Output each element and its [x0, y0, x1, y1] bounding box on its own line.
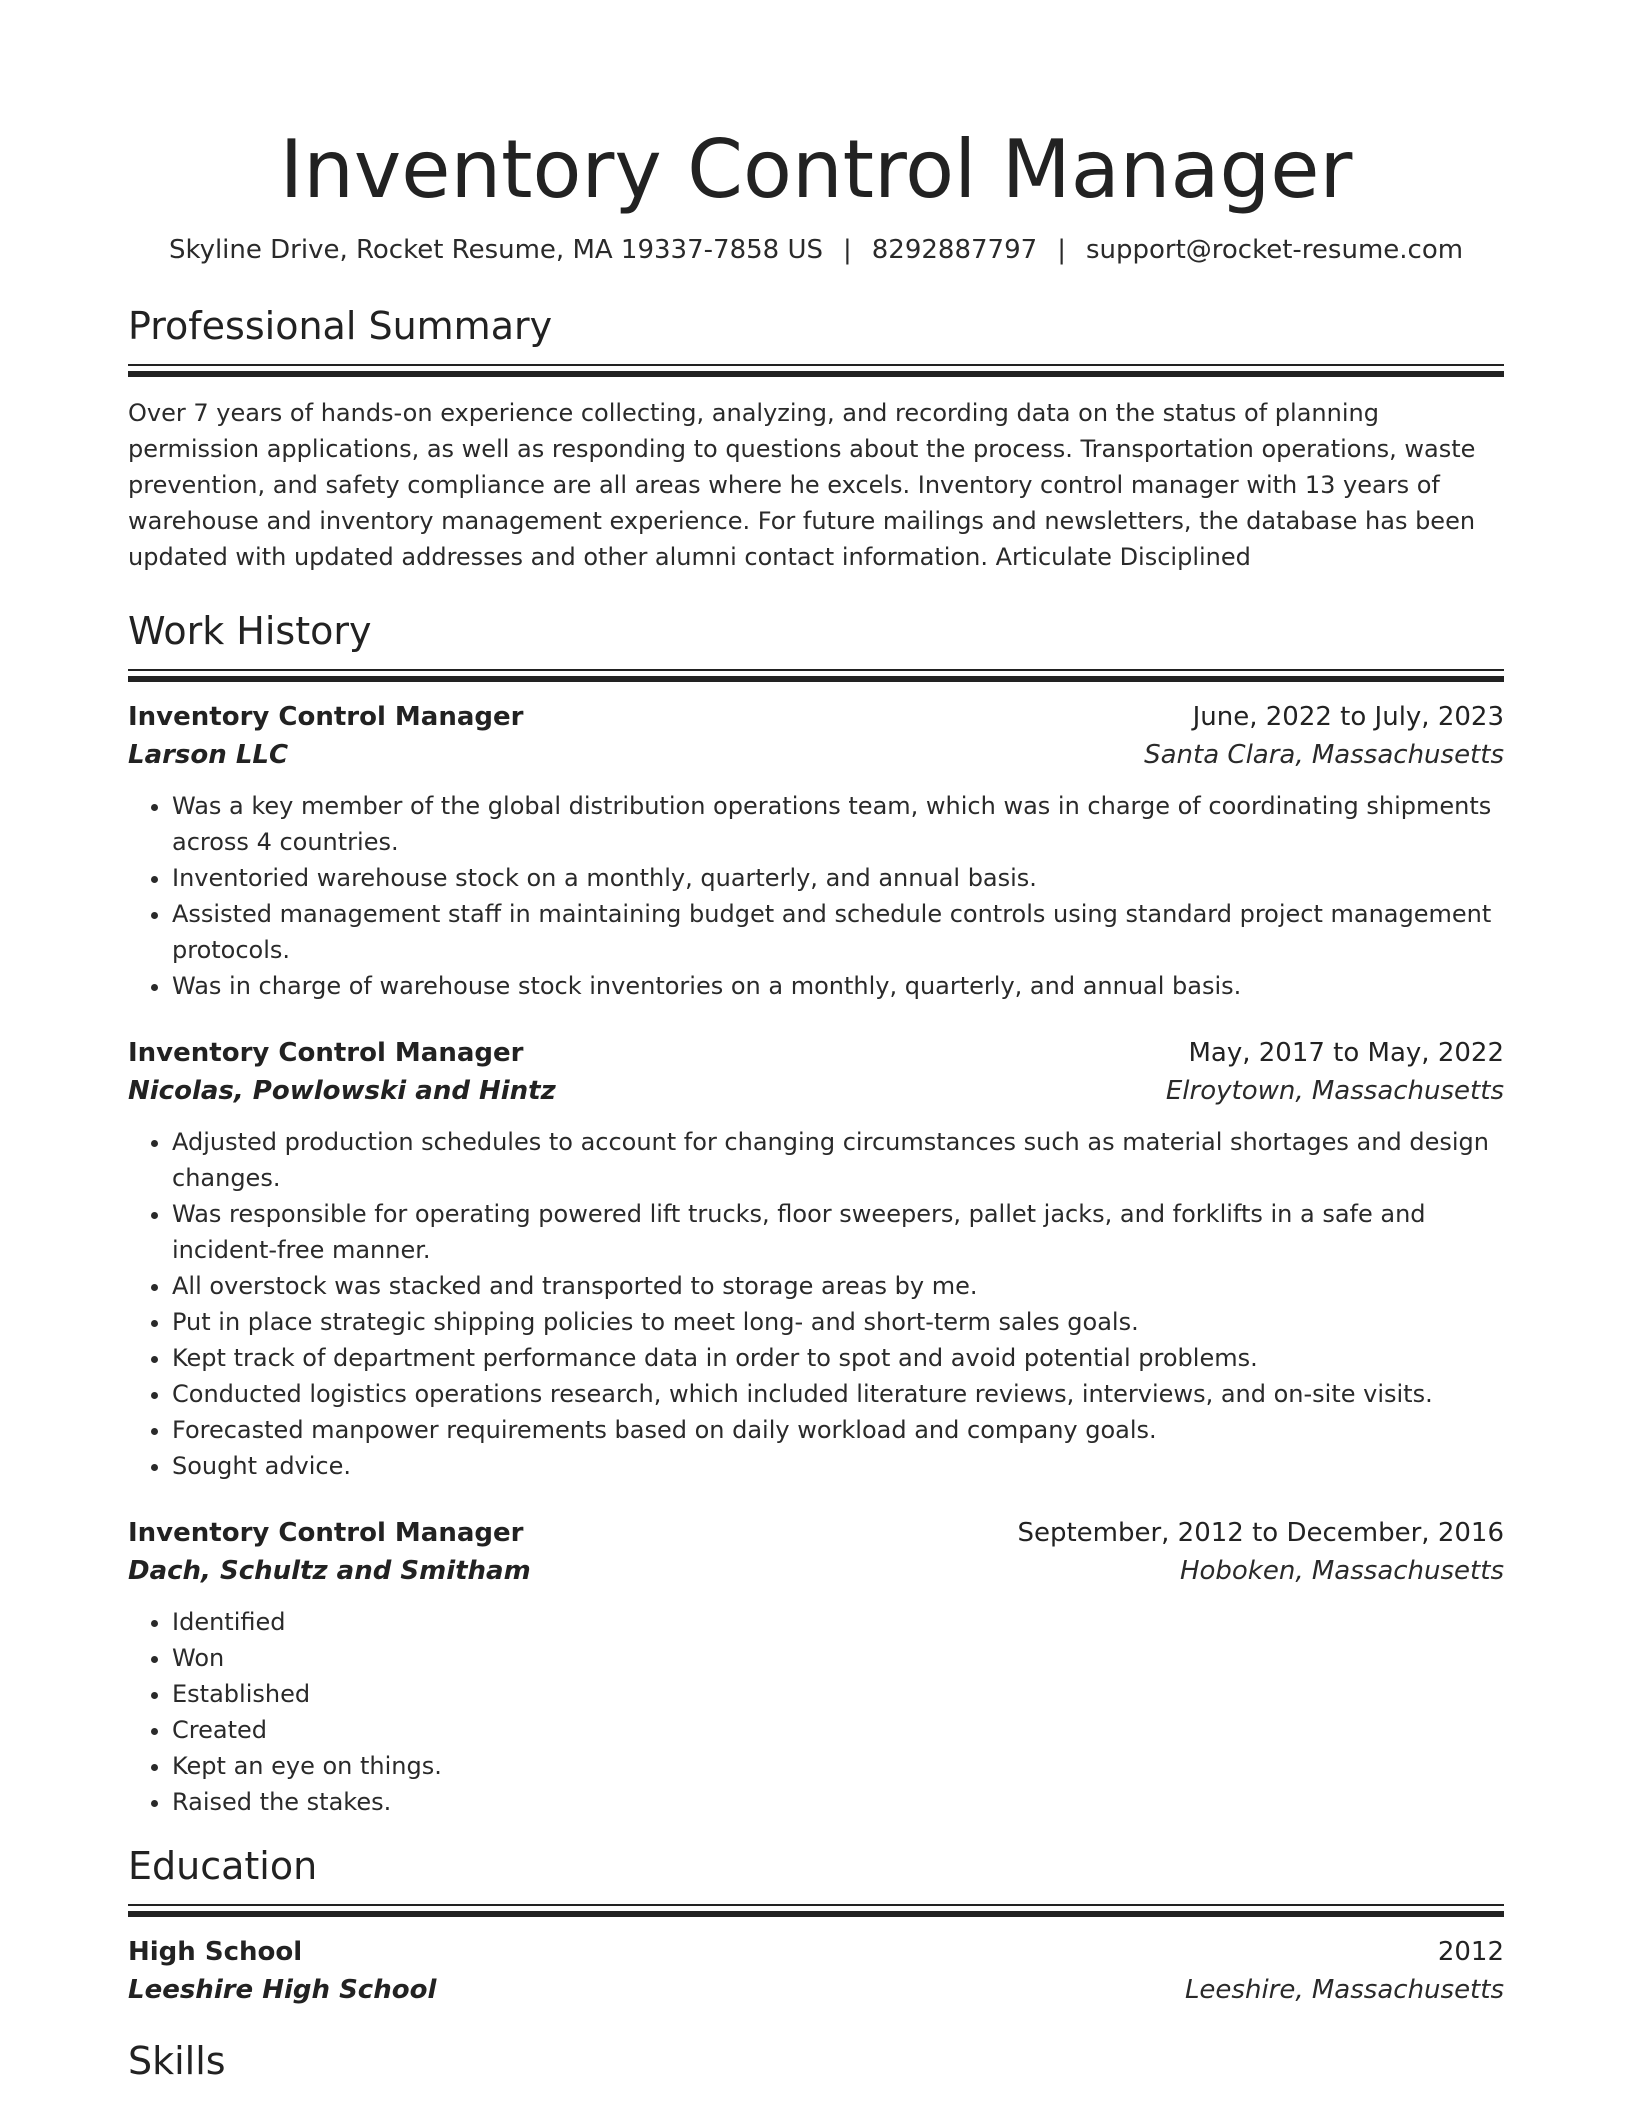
job-header-row: [128, 698, 1504, 736]
section-rule-thin: [128, 364, 1504, 366]
resume-page: [128, 0, 1504, 2085]
contact-email: support@rocket-resume.com: [1085, 235, 1464, 265]
job-bullet: • Was in charge of warehouse stock inventories on a monthly, quarterly, and annual basis.: [172, 968, 1504, 1004]
section-rule-thick: [128, 1911, 1504, 1917]
job-bullets: [128, 1124, 1504, 1484]
job-bullet: • Assisted management staff in maintaining budget and schedule controls using standard project management protocols.: [172, 896, 1504, 968]
section-title-work: Work History: [128, 609, 372, 653]
job-bullet: • Sought advice.: [172, 1448, 1504, 1484]
education-header-row: [128, 1933, 1504, 1971]
job-bullet: • All overstock was stacked and transported to storage areas by me.: [172, 1268, 1504, 1304]
job-dates: May, 2017 to May, 2022: [1188, 1038, 1504, 1068]
job-header-row: [128, 1034, 1504, 1072]
section-rule-thin: [128, 1904, 1504, 1906]
job-location: Hoboken, Massachusetts: [1179, 1556, 1504, 1586]
resume-name: Inventory Control Manager: [279, 123, 1353, 216]
skills-section: [128, 2037, 1504, 2085]
job-header-row: [128, 1514, 1504, 1552]
contact-separator: |: [1057, 235, 1066, 265]
job-bullet: • Kept track of department performance data in order to spot and avoid potential problems.: [172, 1340, 1504, 1376]
contact-phone: 8292887797: [871, 235, 1038, 265]
education-school: Leeshire High School: [128, 1975, 437, 2005]
job-bullet: • Created: [172, 1712, 1504, 1748]
job-bullet: • Put in place strategic shipping policies to meet long- and short-term sales goals.: [172, 1304, 1504, 1340]
job-title: Inventory Control Manager: [128, 702, 524, 732]
job-bullet: • Was responsible for operating powered lift trucks, floor sweepers, pallet jacks, and forklifts in a safe and incident-free manner.: [172, 1196, 1504, 1268]
job-company-row: [128, 736, 1504, 774]
job-bullet: • Conducted logistics operations research, which included literature reviews, interviews, and on-site visits.: [172, 1376, 1504, 1412]
job-bullets: [128, 788, 1504, 1004]
section-rule-thick: [128, 371, 1504, 377]
job-bullet: • Raised the stakes.: [172, 1784, 1504, 1820]
job-company: Dach, Schultz and Smitham: [128, 1556, 531, 1586]
education-location: Leeshire, Massachusetts: [1184, 1975, 1504, 2005]
job-entry: [128, 1514, 1504, 1820]
job-dates: September, 2012 to December, 2016: [1017, 1518, 1504, 1548]
section-rule-thin: [128, 669, 1504, 671]
summary-section: [128, 302, 1504, 575]
education-year: 2012: [1437, 1937, 1504, 1967]
job-bullet: • Kept an eye on things.: [172, 1748, 1504, 1784]
job-title: Inventory Control Manager: [128, 1038, 524, 1068]
job-bullet: • Adjusted production schedules to account for changing circumstances such as material shortages and design changes.: [172, 1124, 1504, 1196]
job-company: Larson LLC: [128, 740, 289, 770]
contact-line: [128, 232, 1504, 268]
job-company: Nicolas, Powlowski and Hintz: [128, 1076, 556, 1106]
job-title: Inventory Control Manager: [128, 1518, 524, 1548]
job-company-row: [128, 1552, 1504, 1590]
education-degree: High School: [128, 1937, 303, 1967]
work-section: [128, 607, 1504, 1820]
job-bullet: • Inventoried warehouse stock on a monthly, quarterly, and annual basis.: [172, 860, 1504, 896]
job-dates: June, 2022 to July, 2023: [1192, 702, 1504, 732]
job-bullet: • Forecasted manpower requirements based on daily workload and company goals.: [172, 1412, 1504, 1448]
job-location: Santa Clara, Massachusetts: [1144, 740, 1504, 770]
job-company-row: [128, 1072, 1504, 1110]
education-section: [128, 1842, 1504, 2009]
job-location: Elroytown, Massachusetts: [1165, 1076, 1504, 1106]
contact-separator: |: [843, 235, 852, 265]
education-entry: [128, 1933, 1504, 2009]
section-title-summary: Professional Summary: [128, 304, 553, 348]
section-title-skills: Skills: [128, 2039, 226, 2083]
job-bullet: • Established: [172, 1676, 1504, 1712]
job-entry: [128, 1034, 1504, 1484]
job-bullet: • Was a key member of the global distribution operations team, which was in charge of coordinating shipments across 4 countries.: [172, 788, 1504, 860]
job-bullet: • Won: [172, 1640, 1504, 1676]
job-entry: [128, 698, 1504, 1004]
summary-text: Over 7 years of hands-on experience collecting, analyzing, and recording data on the status of planning permission applications, as well as responding to questions about the process. Transportation operations, waste prevention, and safety compliance are all areas where he excels. Inventory control manager with 13 years of warehouse and inventory management experience. For future mailings and newsletters, the database has been updated with updated addresses and other alumni contact information. Articulate Disciplined: [128, 399, 1476, 571]
job-bullets: [128, 1604, 1504, 1820]
contact-address: Skyline Drive, Rocket Resume, MA 19337-7858 US: [168, 235, 823, 265]
section-rule-thick: [128, 676, 1504, 682]
education-school-row: [128, 1971, 1504, 2009]
section-title-education: Education: [128, 1844, 318, 1888]
job-bullet: • Identified: [172, 1604, 1504, 1640]
